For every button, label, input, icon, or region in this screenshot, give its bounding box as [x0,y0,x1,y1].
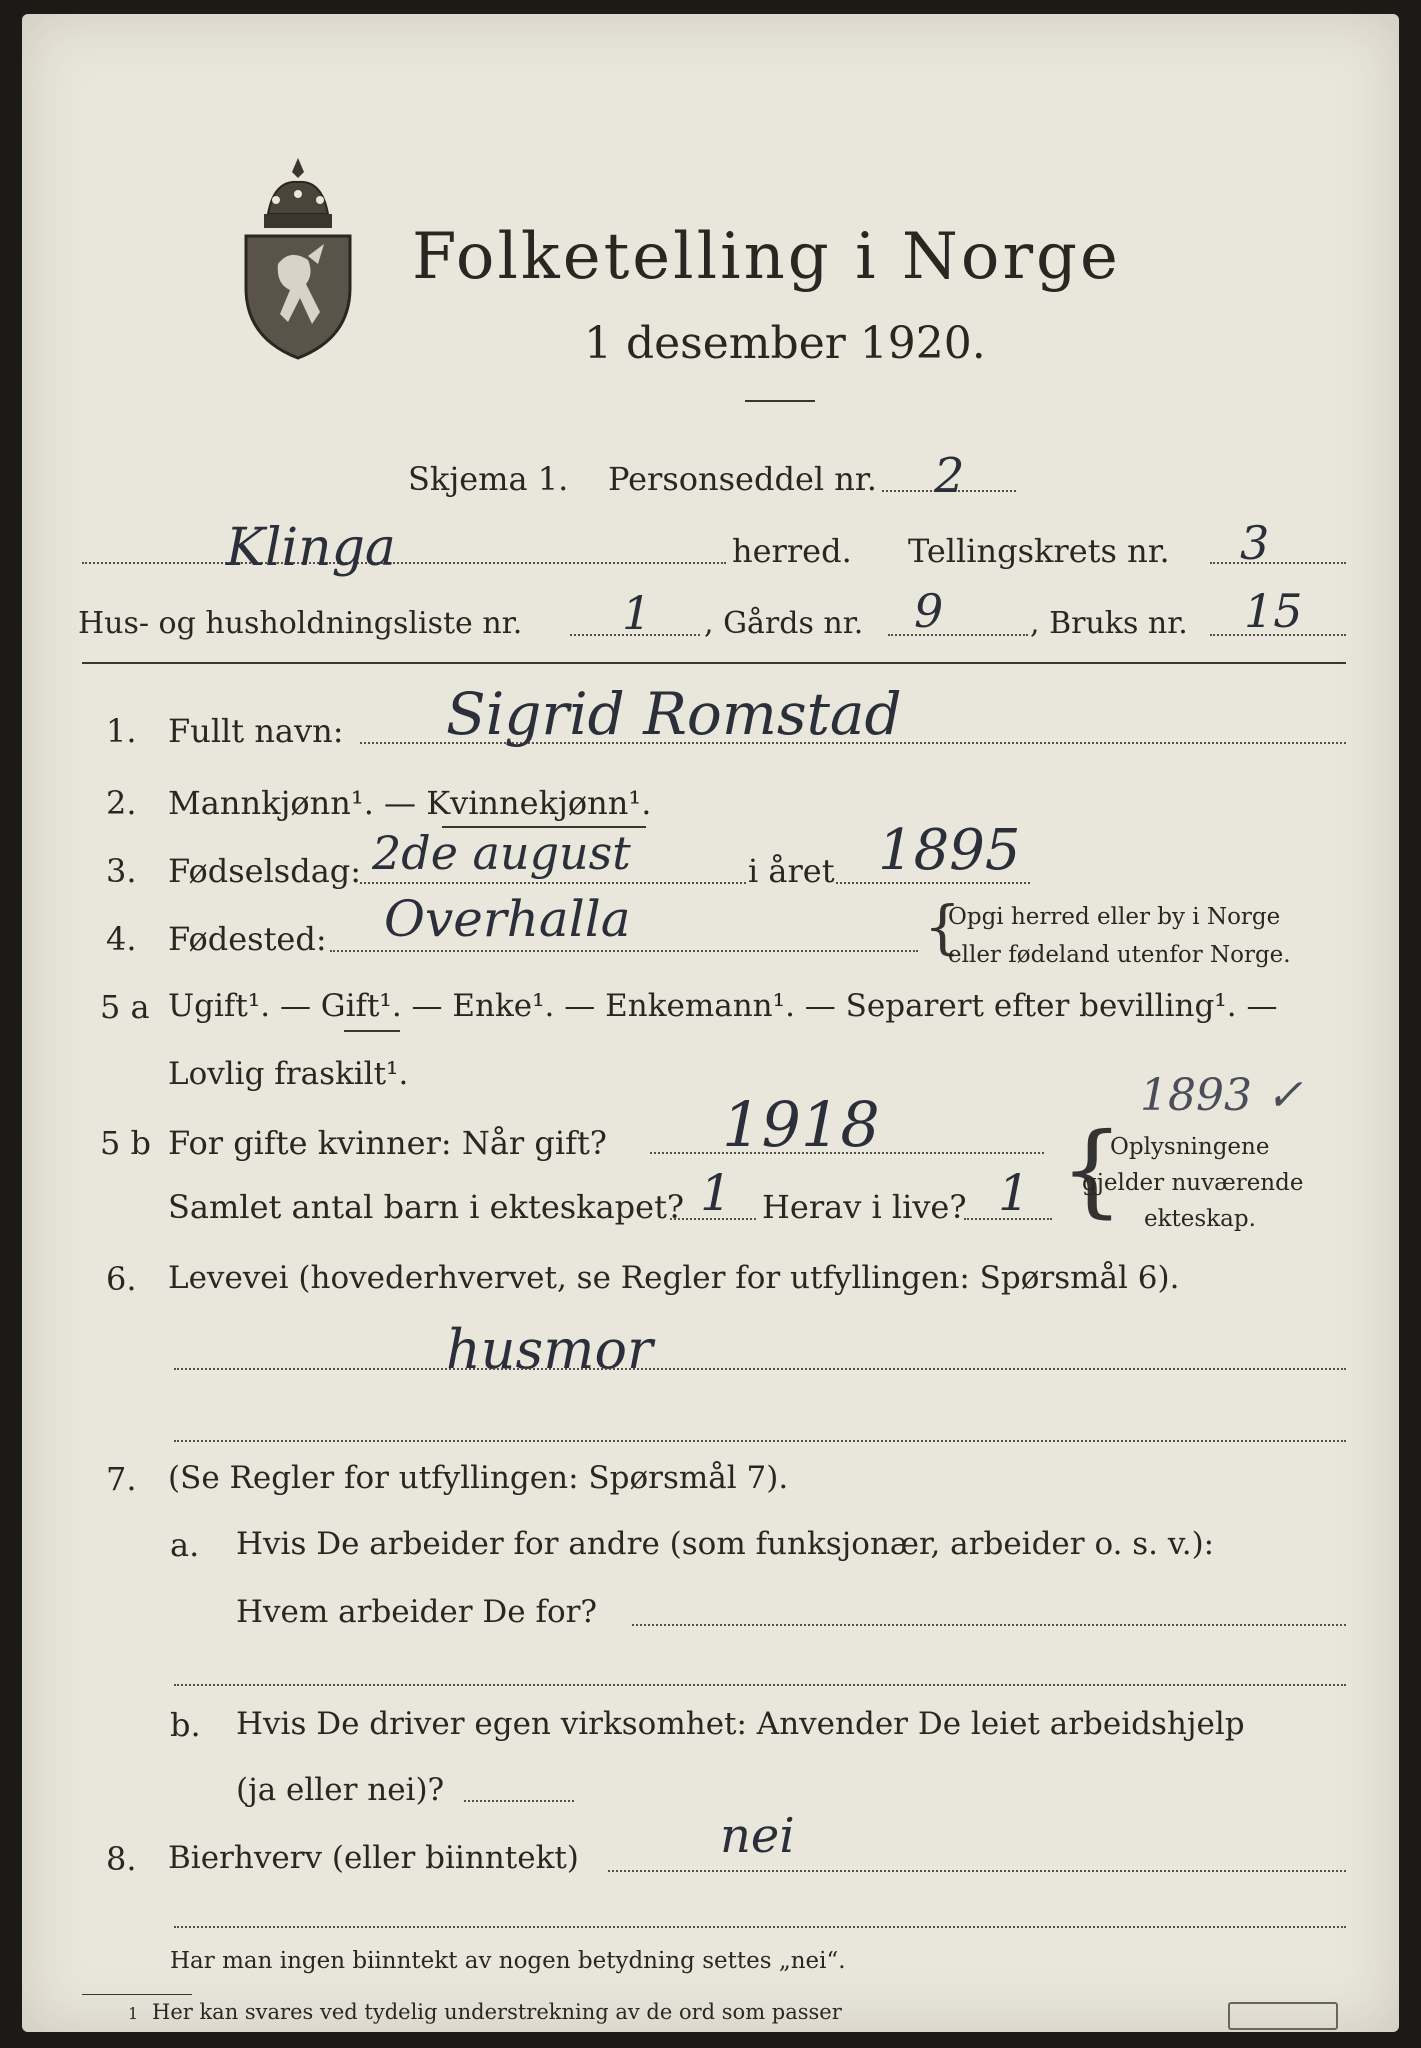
hired-help-field[interactable] [464,1800,574,1802]
footnote-divider [82,1994,192,1995]
tellingskrets-value[interactable]: 3 [1240,516,1270,570]
q5b-alive-label: Herav i live? [762,1188,967,1226]
norway-coat-of-arms-icon [238,152,358,364]
q5a-label: Ugift¹. — Gift¹. — Enke¹. — Enkemann¹. — Separert efter bevilling¹. — [168,988,1278,1024]
q5b-number: 5 b [100,1124,152,1162]
title-divider [745,400,815,402]
q4-label: Fødested: [168,920,327,958]
q6-label: Levevei (hovederhvervet, se Regler for utfyllingen: Spørsmål 6). [168,1260,1180,1296]
bruks-label: , Bruks nr. [1030,606,1188,641]
q7-number: 7. [106,1460,137,1498]
q2-number: 2. [106,784,137,822]
header-divider [82,662,1346,664]
marriage-year-value[interactable]: 1918 [722,1088,880,1161]
q3-label: Fødselsdag: [168,852,362,890]
birth-day-value[interactable]: 2de august [372,826,631,880]
personseddel-label: Personseddel nr. [608,460,877,498]
q5a-number: 5 a [100,988,150,1026]
q5b-note-line2: gjelder nuværende [1082,1170,1304,1196]
q4-note-line1: Opgi herred eller by i Norge [948,904,1281,930]
q3-year-label: i året [748,852,835,890]
footnote-text: Her kan svares ved tydelig understrekning av de ord som passer [152,2000,842,2024]
bruks-value[interactable]: 15 [1244,584,1303,638]
q6-number: 6. [106,1260,137,1298]
husholdning-value[interactable]: 1 [622,586,652,640]
q1-number: 1. [106,712,137,750]
q7a-letter: a. [170,1526,200,1564]
personseddel-value[interactable]: 2 [934,448,965,504]
form-title: Folketelling i Norge [412,220,1121,294]
nei-instruction: Har man ingen biinntekt av nogen betydning settes „nei“. [170,1948,846,1974]
q8-label: Bierhverv (eller biinntekt) [168,1840,579,1876]
q5a-label-line2: Lovlig fraskilt¹. [168,1056,409,1092]
gards-label: , Gårds nr. [704,606,864,641]
q4-note-line2: eller fødeland utenfor Norge. [948,942,1291,968]
q7b-label-line2: (ja eller nei)? [236,1772,445,1808]
skjema-label: Skjema 1. [408,460,569,498]
q7a-label-line2: Hvem arbeider De for? [236,1594,598,1630]
q5b-note-line3: ekteskap. [1144,1206,1256,1232]
herred-value[interactable]: Klinga [226,518,396,578]
printer-stamp [1228,2002,1338,2030]
q7b-letter: b. [170,1706,201,1744]
census-date: 1 desember 1920. [584,318,986,369]
marriage-margin-note: 1893 ✓ [1140,1070,1303,1121]
full-name-value[interactable]: Sigrid Romstad [446,680,902,748]
birthplace-value[interactable]: Overhalla [384,890,631,948]
birth-year-value[interactable]: 1895 [878,818,1021,883]
children-alive-value[interactable]: 1 [998,1164,1030,1222]
side-income-value[interactable]: nei [720,1808,795,1864]
q5b-children-label: Samlet antal barn i ekteskapet? [168,1188,685,1226]
q5a-underline-gift [344,1030,400,1032]
q8-number: 8. [106,1840,137,1878]
q7b-label: Hvis De driver egen virksomhet: Anvender De leiet arbeidshjelp [236,1706,1245,1742]
employer-field[interactable] [632,1624,1346,1626]
q1-label: Fullt navn: [168,712,344,750]
q2-label: Mannkjønn¹. — Kvinnekjønn¹. [168,784,652,822]
children-total-value[interactable]: 1 [700,1164,732,1222]
tellingskrets-label: Tellingskrets nr. [908,532,1170,570]
q3-number: 3. [106,852,137,890]
herred-label: herred. [732,532,852,570]
q4-number: 4. [106,920,137,958]
occupation-value[interactable]: husmor [446,1318,653,1381]
footnote-number: 1 [128,2004,139,2023]
q5b-note-line1: Oplysningene [1110,1134,1270,1160]
q7-label: (Se Regler for utfyllingen: Spørsmål 7). [168,1460,789,1496]
q5b-label: For gifte kvinner: Når gift? [168,1124,607,1162]
husholdning-label: Hus- og husholdningsliste nr. [78,606,523,641]
q7a-label: Hvis De arbeider for andre (som funksjonær, arbeider o. s. v.): [236,1526,1215,1562]
gards-value[interactable]: 9 [914,584,944,638]
